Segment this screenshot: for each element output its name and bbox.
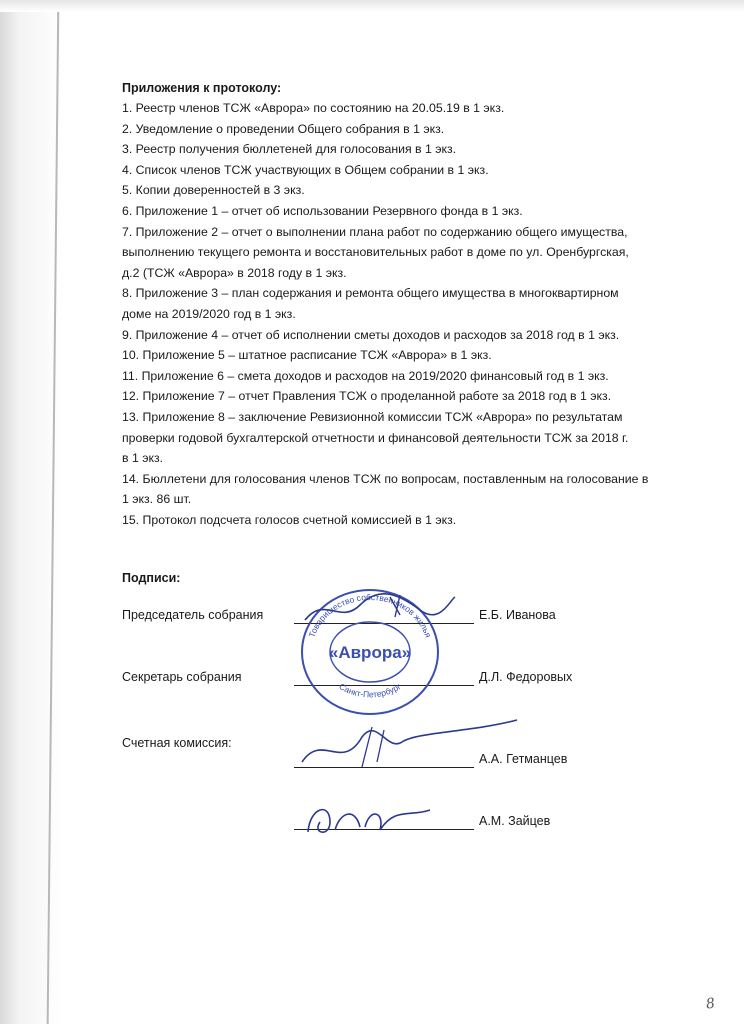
list-item: 1. Реестр членов ТСЖ «Аврора» по состоянию на 20.05.19 в 1 экз. — [122, 101, 505, 115]
chair-role: Председатель собрания — [122, 608, 264, 622]
list-item: 12. Приложение 7 – отчет Правления ТСЖ о проделанной работе за 2018 год в 1 экз. — [122, 389, 612, 404]
list-item: 3. Реестр получения бюллетеней для голосования в 1 экз. — [122, 142, 457, 157]
secretary-name: Д.Л. Федоровых — [479, 670, 573, 684]
member1-name: А.А. Гетманцев — [479, 752, 568, 766]
attachments-list — [122, 98, 712, 530]
attachments-section — [122, 78, 712, 530]
member2-signature-mark — [300, 792, 440, 842]
list-item: 9. Приложение 4 – отчет об исполнении сметы доходов и расходов за 2018 год в 1 экз. — [122, 327, 620, 342]
list-item: 4. Список членов ТСЖ участвующих в Общем собрании в 1 экз. — [122, 162, 489, 177]
stamp-ring-bottom: Санкт-Петербург — [337, 681, 403, 700]
list-item: 8. Приложение 3 – план содержания и ремонта общего имущества в многоквартирном доме на 2019/2020 год в 1 экз. — [122, 286, 619, 321]
list-item: 7. Приложение 2 – отчет о выполнении плана работ по содержанию общего имущества, выполнению текущего ремонта и восстановительных работ в доме по ул. Оренбургская, д.2 (ТСЖ «Аврора» в 2018 году в 1 экз. — [122, 224, 629, 280]
scan-edge-top — [0, 0, 744, 12]
stamp-center: «Аврора» — [328, 643, 412, 662]
list-item: 6. Приложение 1 – отчет об использовании Резервного фонда в 1 экз. — [122, 203, 523, 218]
stamp-ring-top: Товарищество собственников жилья — [306, 591, 434, 639]
list-item: 5. Копии доверенностей в 3 экз. — [122, 183, 305, 198]
member2-name: А.М. Зайцев — [479, 814, 551, 828]
member1-signature-mark — [292, 712, 532, 772]
list-item: 15. Протокол подсчета голосов счетной комиссией в 1 экз. — [122, 512, 457, 527]
commission-role: Счетная комиссия: — [122, 736, 232, 750]
signatures-heading: Подписи: — [122, 571, 181, 585]
list-item: 10. Приложение 5 – штатное расписание ТСЖ «Аврора» в 1 экз. — [122, 348, 492, 363]
list-item: 11. Приложение 6 – смета доходов и расходов на 2019/2020 финансовый год в 1 экз. — [122, 368, 609, 383]
attachments-heading: Приложения к протоколу: — [122, 81, 282, 95]
list-item: 13. Приложение 8 – заключение Ревизионной комиссии ТСЖ «Аврора» по результатам проверки годовой бухгалтерской отчетности и финансовой деятельности ТСЖ за 2018 г. в 1 экз. — [122, 409, 629, 466]
chair-name: Е.Б. Иванова — [479, 608, 556, 622]
chair-signature-mark — [300, 585, 460, 635]
list-item: 2. Уведомление о проведении Общего собрания в 1 экз. — [122, 121, 445, 136]
page-number-mark: 8 — [704, 995, 716, 1013]
secretary-role: Секретарь собрания — [122, 670, 242, 684]
list-item: 14. Бюллетени для голосования членов ТСЖ по вопросам, поставленным на голосование в 1 экз. 86 шт. — [122, 471, 649, 507]
